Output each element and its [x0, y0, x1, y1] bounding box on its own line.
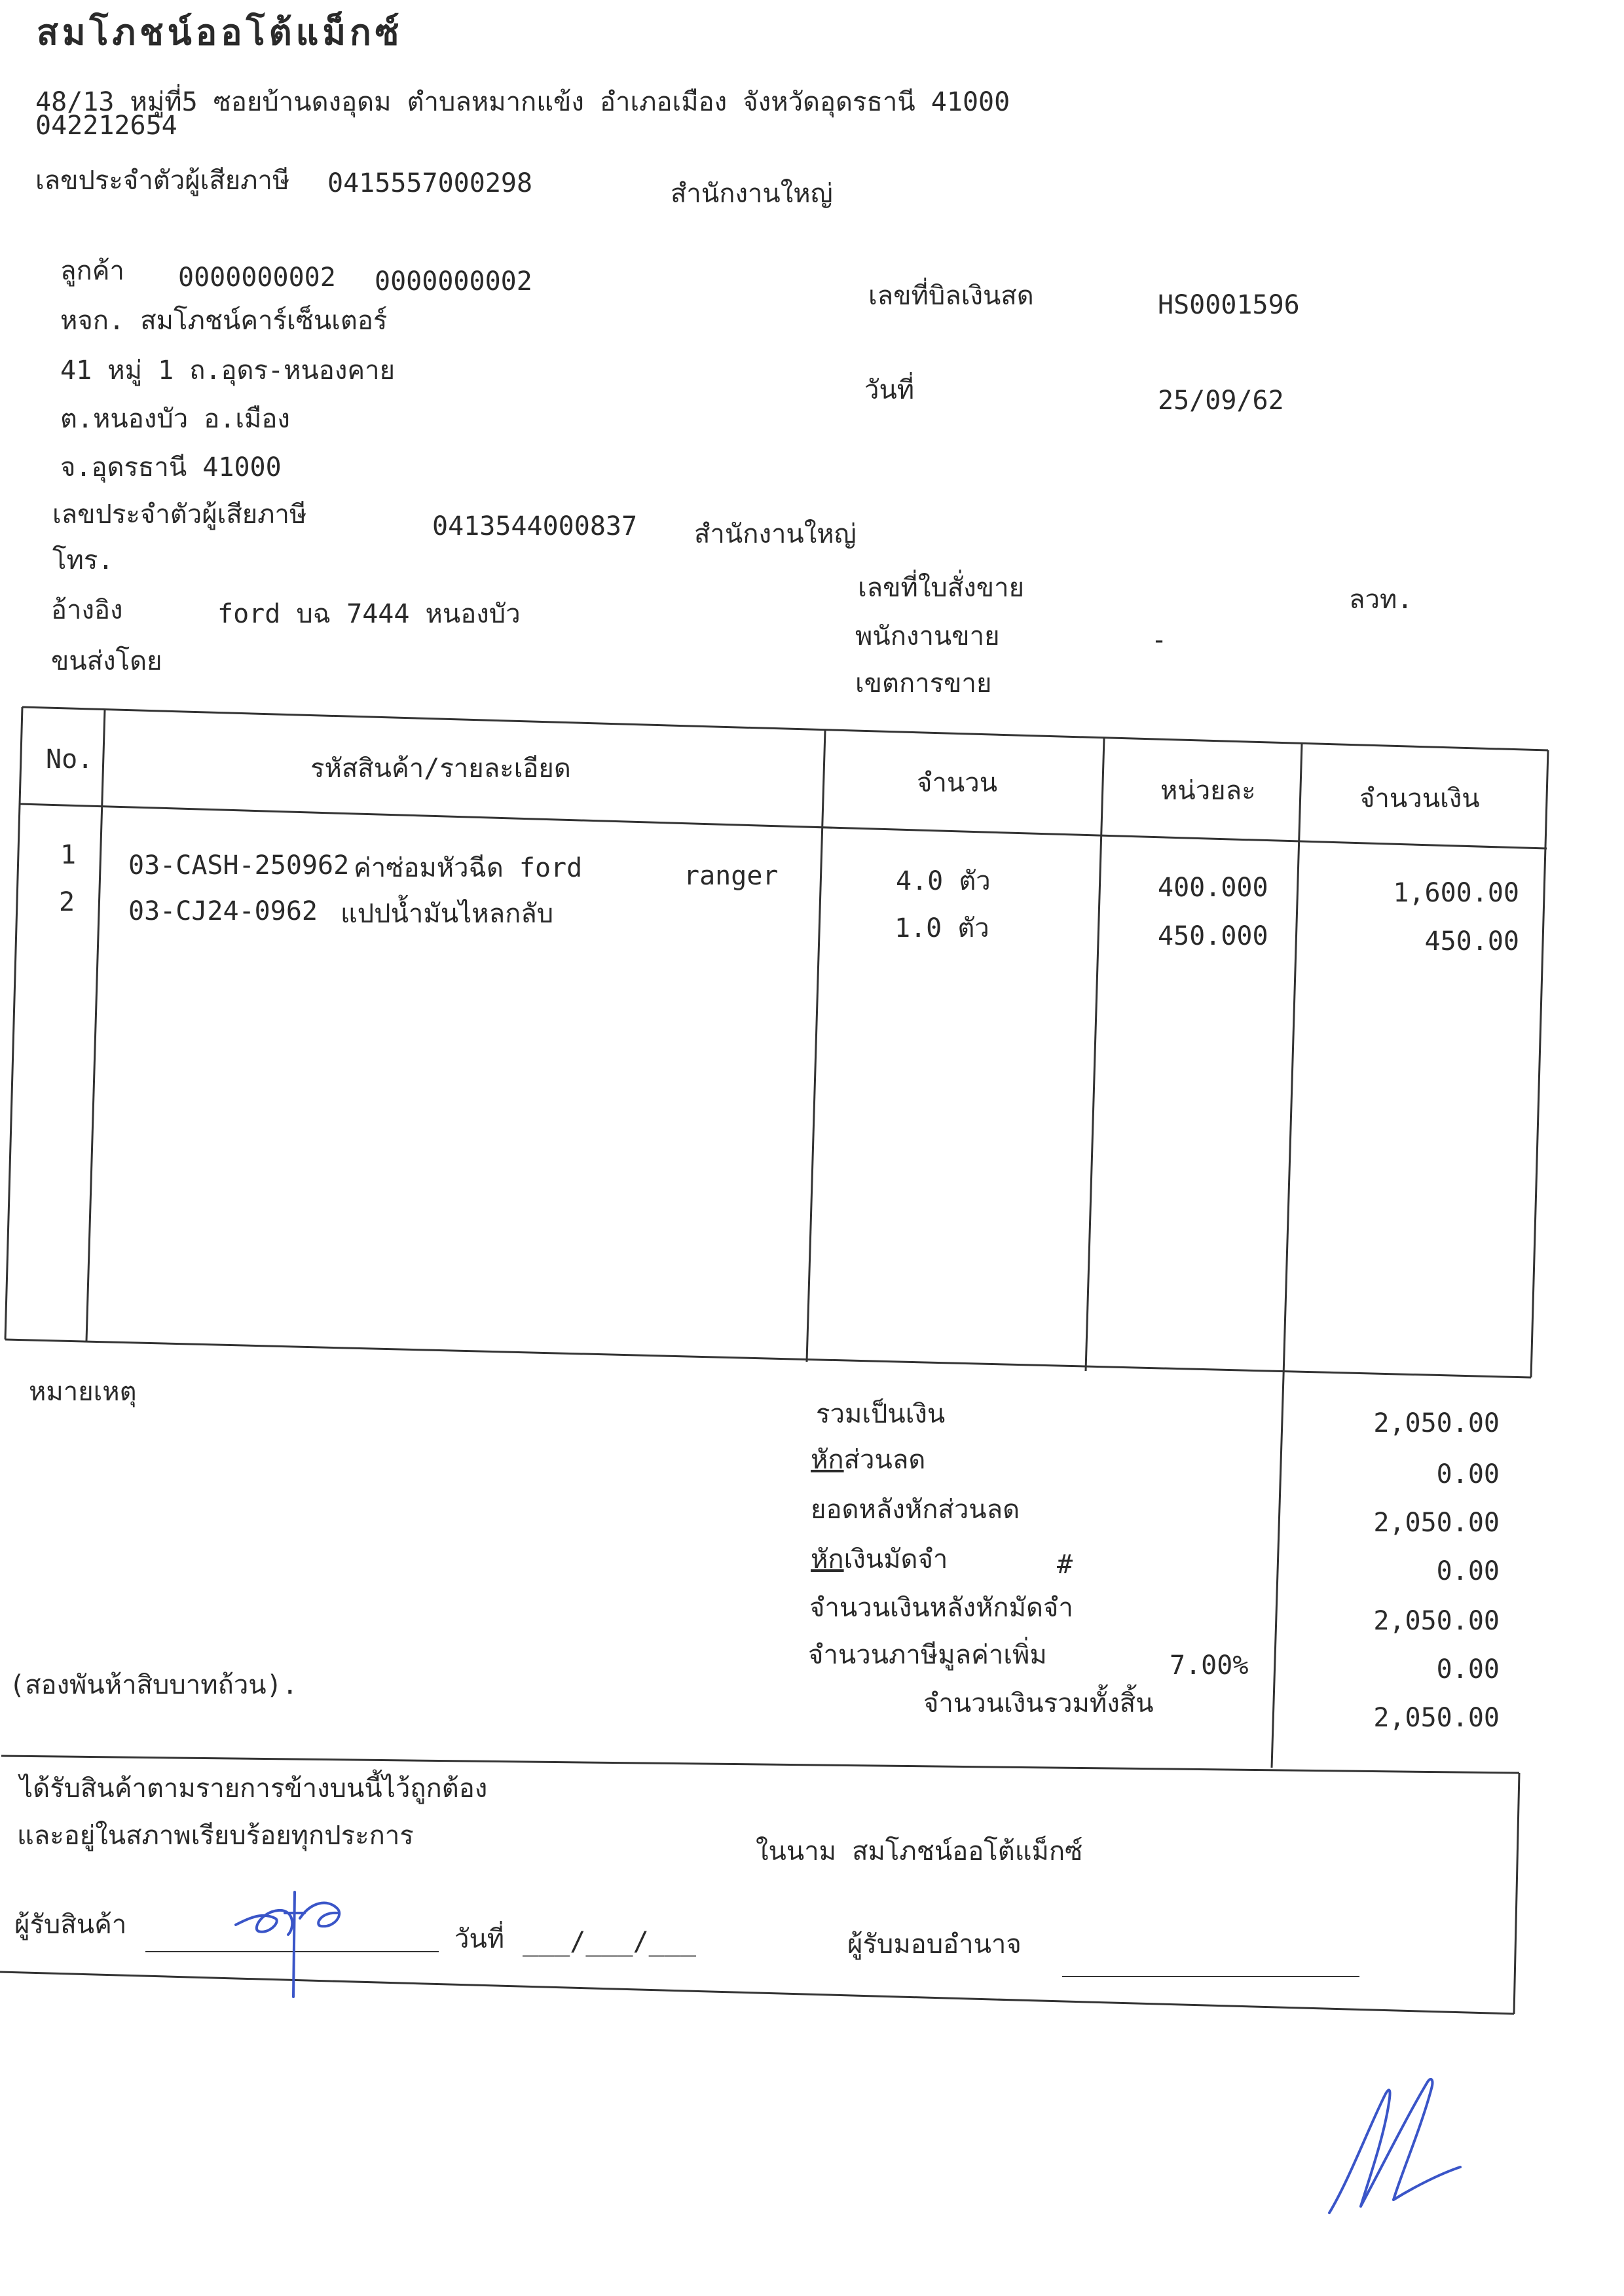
salesperson-value: - [1151, 625, 1168, 655]
row-1-code: 03-CASH-250962 [128, 850, 350, 881]
salesperson-label: พนักงานขาย [855, 621, 1000, 651]
row-2-description: แปปน้ำมันไหลกลับ [341, 899, 554, 929]
bill-no-label: เลขที่บิลเงินสด [868, 281, 1034, 311]
company-branch: สำนักงานใหญ่ [671, 179, 833, 209]
customer-address-3: จ.อุดรธานี 41000 [60, 452, 282, 483]
sales-area-label: เขตการขาย [855, 668, 992, 699]
grand-total-label: จำนวนเงินรวมทั้งสิ้น [923, 1688, 1154, 1719]
company-tax-id: 0415557000298 [327, 168, 533, 198]
deposit-label [811, 1546, 948, 1573]
discount-label-deduct: หัก [811, 1445, 844, 1475]
company-address: 48/13 หมู่ที่5 ซอยบ้านดงอุดม ตำบลหมากแข้ง อำเภอเมือง จังหวัดอุดรธานี 41000 [35, 87, 1010, 117]
deposit-hash: # [1057, 1550, 1073, 1580]
customer-name: หจก. สมโภชน์คาร์เซ็นเตอร์ [60, 306, 388, 336]
customer-code-1: 0000000002 [178, 263, 336, 293]
company-tax-id-label: เลขประจำตัวผู้เสียภาษี [35, 166, 290, 196]
row-1-description-extra: ranger [684, 861, 779, 891]
row-1-no: 1 [60, 840, 77, 870]
customer-tax-id: 0413544000837 [432, 511, 638, 541]
row-2-amount: 450.00 [1424, 926, 1519, 957]
sales-order-value: ลวท. [1349, 585, 1413, 615]
receipt-date-blank: ___/___/___ [523, 1927, 696, 1957]
authorizer-signature [1323, 2069, 1467, 2226]
on-behalf-of: ในนาม สมโภชน์ออโต้แม็กซ์ [756, 1836, 1083, 1867]
receiver-label: ผู้รับสินค้า [14, 1910, 127, 1940]
deposit-label-deduct: หัก [811, 1544, 844, 1575]
after-discount-label: ยอดหลังหักส่วนลด [811, 1495, 1020, 1525]
date-label: วันที่ [864, 375, 915, 405]
discount-label-text: ส่วนลด [843, 1445, 926, 1475]
row-1-quantity: 4.0 ตัว [896, 866, 991, 896]
receipt-date-label: วันที่ [454, 1924, 505, 1954]
customer-address-1: 41 หมู่ 1 ถ.อุดร-หนองคาย [60, 355, 396, 386]
vat-label: จำนวนภาษีมูลค่าเพิ่ม [808, 1640, 1047, 1670]
customer-branch: สำนักงานใหญ่ [694, 519, 857, 549]
received-statement-line-1: ได้รับสินค้าตามรายการข้างบนนี้ไว้ถูกต้อง [20, 1774, 488, 1804]
header-description: รหัสสินค้า/รายละเอียด [310, 754, 571, 784]
deposit-label-text: เงินมัดจำ [843, 1544, 948, 1575]
row-1-amount: 1,600.00 [1393, 878, 1519, 908]
row-1-unit-price: 400.000 [1158, 873, 1268, 903]
authorized-signature-line [1062, 1976, 1359, 1977]
vat-rate: 7.00% [1170, 1650, 1249, 1681]
remark-label: หมายเหตุ [29, 1377, 137, 1407]
received-statement-line-2: และอยู่ในสภาพเรียบร้อยทุกประการ [17, 1821, 414, 1851]
shipping-label: ขนส่งโดย [51, 646, 162, 676]
deposit-value: 0.00 [1436, 1556, 1500, 1586]
bill-date: 25/09/62 [1158, 386, 1284, 416]
customer-address-2: ต.หนองบัว อ.เมือง [60, 404, 290, 434]
customer-label: ลูกค้า [60, 256, 124, 286]
customer-code-2: 0000000002 [375, 266, 532, 297]
after-deposit-value: 2,050.00 [1373, 1606, 1500, 1636]
subtotal-label: รวมเป็นเงิน [816, 1399, 946, 1429]
reference-label: อ้างอิง [51, 595, 123, 625]
reference-value: ford บฉ 7444 หนองบัว [217, 599, 521, 629]
row-2-no: 2 [59, 887, 75, 917]
customer-tax-id-label: เลขประจำตัวผู้เสียภาษี [52, 500, 307, 530]
header-no: No. [46, 744, 94, 774]
company-name: สมโภชน์ออโต้แม็กซ์ [37, 11, 403, 53]
customer-phone-label: โทร. [52, 545, 114, 575]
header-amount: จำนวนเงิน [1359, 784, 1480, 814]
authorized-label: ผู้รับมอบอำนาจ [847, 1929, 1022, 1959]
after-discount-value: 2,050.00 [1373, 1508, 1500, 1538]
header-quantity: จำนวน [917, 768, 998, 798]
discount-value: 0.00 [1436, 1459, 1500, 1489]
amount-in-words: (สองพันห้าสิบบาทถ้วน). [9, 1670, 298, 1700]
vat-value: 0.00 [1436, 1654, 1500, 1685]
row-2-unit-price: 450.000 [1158, 921, 1268, 951]
sales-order-label: เลขที่ใบสั่งขาย [858, 573, 1025, 603]
discount-label [811, 1447, 925, 1473]
row-1-description: ค่าซ่อมหัวฉีด ford [354, 853, 583, 883]
bill-no: HS0001596 [1158, 290, 1300, 320]
header-unit-price: หน่วยละ [1160, 776, 1256, 806]
row-2-code: 03-CJ24-0962 [128, 896, 318, 926]
row-2-quantity: 1.0 ตัว [895, 913, 989, 943]
grand-total-value: 2,050.00 [1373, 1703, 1500, 1733]
receiver-signature [223, 1872, 367, 2003]
company-phone: 042212654 [35, 111, 177, 141]
after-deposit-label: จำนวนเงินหลังหักมัดจำ [809, 1593, 1073, 1623]
subtotal-value: 2,050.00 [1373, 1408, 1500, 1438]
